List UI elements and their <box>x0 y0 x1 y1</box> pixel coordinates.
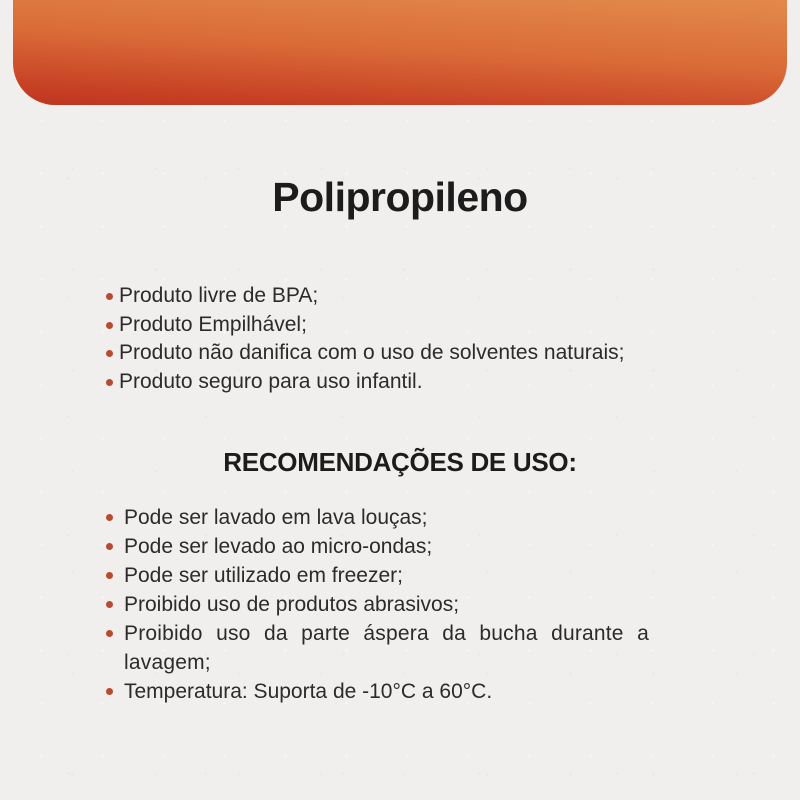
list-item <box>104 532 716 561</box>
bullet-icon <box>106 514 113 521</box>
list-item <box>104 339 724 368</box>
list-item <box>104 590 716 619</box>
list-item <box>104 619 716 677</box>
bullet-icon <box>106 543 113 550</box>
list-item <box>104 561 716 590</box>
list-item-text: Pode ser utilizado em freezer; <box>124 564 403 587</box>
list-item <box>104 503 716 532</box>
list-item <box>104 311 724 340</box>
list-item-text: Temperatura: Suporta de -10°C a 60°C. <box>124 680 493 703</box>
bullet-icon <box>106 601 113 608</box>
features-list <box>104 282 724 396</box>
list-item-text: Produto seguro para uso infantil. <box>119 369 423 393</box>
list-item-text: Produto não danifica com o uso de solventes naturais; <box>119 341 625 365</box>
list-item-text: Pode ser levado ao micro-ondas; <box>124 535 433 558</box>
recommendations-list <box>104 503 716 706</box>
page-title: Polipropileno <box>272 174 528 220</box>
list-item-text: Produto livre de BPA; <box>119 284 319 307</box>
list-item <box>104 677 716 706</box>
bullet-icon <box>106 322 113 329</box>
bullet-icon <box>106 350 113 357</box>
bullet-icon <box>106 630 113 637</box>
bullet-icon <box>106 572 113 579</box>
bullet-icon <box>106 293 113 300</box>
list-item-text: Pode ser lavado em lava louças; <box>124 506 428 529</box>
list-item <box>104 368 724 397</box>
section-heading: RECOMENDAÇÕES DE USO: <box>223 447 577 477</box>
list-item <box>104 282 724 311</box>
list-item-text: Proibido uso da parte áspera da bucha durante a lavagem; <box>124 622 649 674</box>
bullet-icon <box>106 688 113 695</box>
header-banner <box>13 0 787 105</box>
list-item-text: Produto Empilhável; <box>119 312 307 336</box>
list-item-text: Proibido uso de produtos abrasivos; <box>124 593 460 616</box>
bullet-icon <box>106 379 113 386</box>
